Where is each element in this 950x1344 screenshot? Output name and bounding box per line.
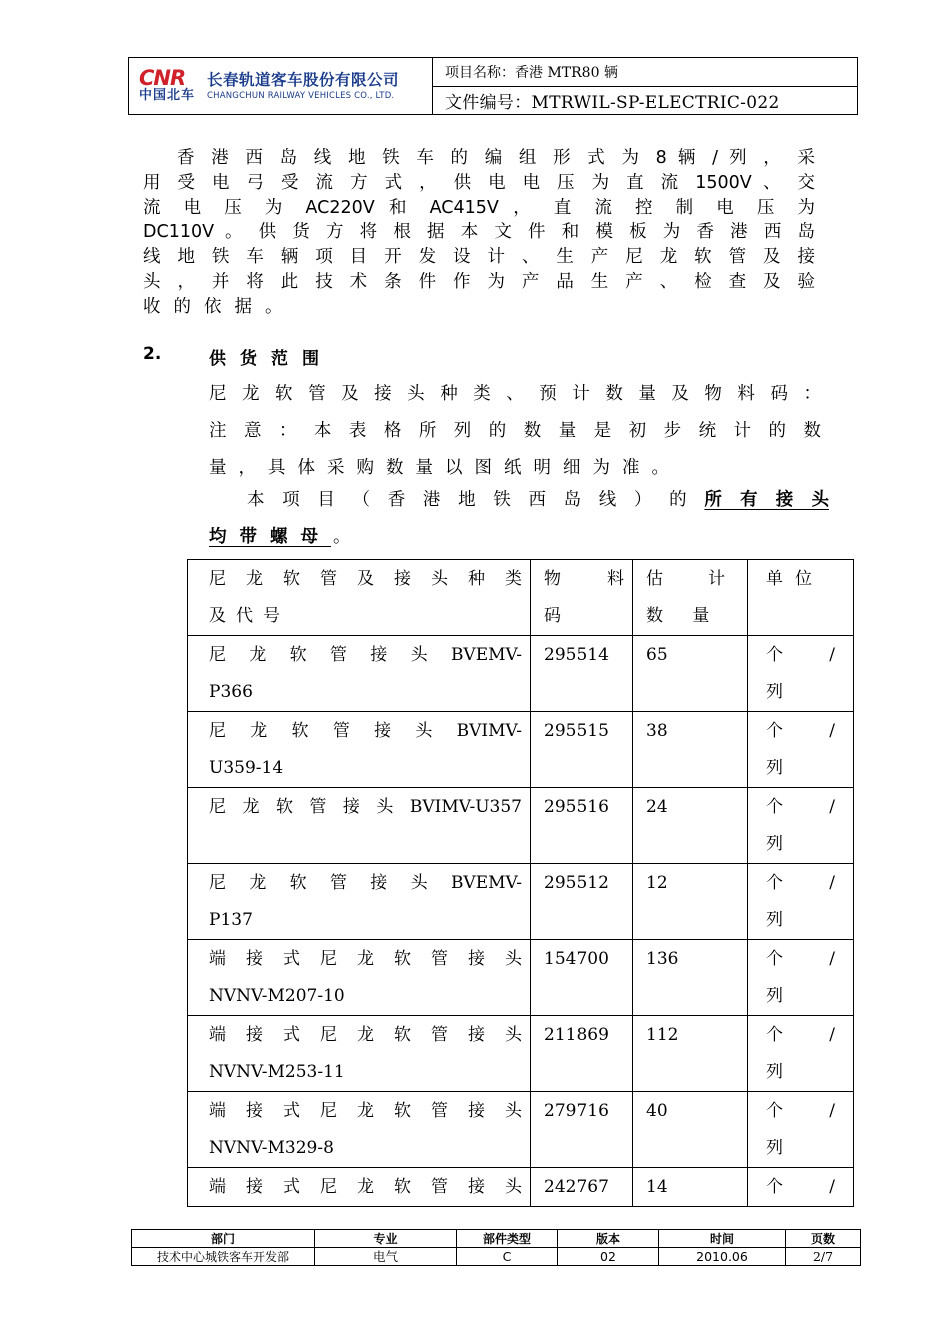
row-unit: 个 / bbox=[766, 797, 835, 817]
row-est-qty: 38 bbox=[646, 721, 668, 741]
document-header bbox=[128, 57, 858, 115]
intro-line: 头 ， 并 将 此 技 术 条 件 作 为 产 品 生 产 、 检 查 及 验 bbox=[143, 271, 815, 292]
project-name: 项目名称：香港 MTR80 辆 bbox=[445, 64, 618, 81]
row-item-name: 尼 龙 软 管 接 头 BVIMV-U357 bbox=[209, 797, 522, 817]
row-item-name: 端 接 式 尼 龙 软 管 接 头 bbox=[209, 949, 522, 969]
footer-pages: 2/7 bbox=[786, 1248, 861, 1266]
footer-header-row bbox=[132, 1230, 861, 1248]
row-unit: 个 / bbox=[766, 1101, 835, 1121]
row-unit-cont: 列 bbox=[766, 758, 783, 778]
header-material-code: 物 料 bbox=[544, 569, 624, 589]
intro-line: 线 地 铁 车 辆 项 目 开 发 设 计 、 生 产 尼 龙 软 管 及 接 bbox=[143, 247, 815, 268]
company-logo bbox=[129, 58, 433, 114]
row-unit-cont: 列 bbox=[766, 986, 783, 1006]
row-material-code: 211869 bbox=[544, 1025, 609, 1045]
table-row bbox=[188, 864, 854, 940]
row-unit-cont: 列 bbox=[766, 1062, 783, 1082]
nut-note-suffix: 。 bbox=[333, 527, 351, 547]
row-unit: 个 / bbox=[766, 949, 835, 969]
row-item-name-cont: NVNV-M207-10 bbox=[209, 986, 345, 1006]
document-footer bbox=[131, 1229, 861, 1266]
table-row bbox=[188, 636, 854, 712]
row-unit: 个 / bbox=[766, 645, 835, 665]
row-unit-cont: 列 bbox=[766, 910, 783, 930]
footer-header-discipline: 专业 bbox=[315, 1230, 457, 1248]
row-material-code: 295512 bbox=[544, 873, 609, 893]
intro-line: 香 港 西 岛 线 地 铁 车 的 编 组 形 式 为 8 辆 / 列 ， 采 bbox=[177, 148, 815, 168]
cnr-logo-text: CNR bbox=[139, 66, 186, 90]
intro-line: DC110V 。 供 货 方 将 根 据 本 文 件 和 模 板 为 香 港 西 岛 bbox=[143, 222, 815, 243]
scope-line: 注 意 ： 本 表 格 所 列 的 数 量 是 初 步 统 计 的 数 bbox=[209, 421, 821, 441]
footer-dept: 技术中心城铁客车开发部 bbox=[132, 1248, 315, 1266]
header-material-code-cont: 码 bbox=[544, 606, 561, 626]
row-unit-cont: 列 bbox=[766, 682, 783, 702]
row-material-code: 295516 bbox=[544, 797, 609, 817]
nut-note-prefix: 本 项 目 （ 香 港 地 铁 西 岛 线 ） 的 bbox=[247, 490, 705, 510]
company-name-cn: 长春轨道客车股份有限公司 bbox=[207, 71, 400, 89]
header-item-type: 尼 龙 软 管 及 接 头 种 类 bbox=[209, 569, 522, 589]
row-item-name: 端 接 式 尼 龙 软 管 接 头 bbox=[209, 1025, 522, 1045]
row-est-qty: 112 bbox=[646, 1025, 679, 1045]
nut-note-emphasis: 所 有 接 头 bbox=[704, 490, 829, 510]
row-item-name: 尼 龙 软 管 接 头 BVEMV- bbox=[209, 873, 522, 893]
row-item-name-cont: NVNV-M253-11 bbox=[209, 1062, 345, 1082]
row-unit: 个 / bbox=[766, 1025, 835, 1045]
footer-date: 2010.06 bbox=[659, 1248, 786, 1266]
row-unit: 个 / bbox=[766, 1177, 835, 1197]
header-est-qty: 估 计 bbox=[646, 569, 725, 589]
header-unit: 单位 bbox=[766, 569, 824, 589]
footer-version: 02 bbox=[558, 1248, 659, 1266]
header-est-qty-cont: 数 量 bbox=[646, 606, 722, 626]
row-unit: 个 / bbox=[766, 873, 835, 893]
scope-line: 尼 龙 软 管 及 接 头 种 类 、 预 计 数 量 及 物 料 码 ： bbox=[209, 384, 821, 404]
table-row bbox=[188, 940, 854, 1016]
row-material-code: 154700 bbox=[544, 949, 609, 969]
row-est-qty: 136 bbox=[646, 949, 679, 969]
intro-line: 收的依据。 bbox=[143, 296, 296, 317]
header-item-type-cont: 及代号 bbox=[209, 606, 290, 626]
row-material-code: 295514 bbox=[544, 645, 609, 665]
scope-paragraph bbox=[209, 376, 821, 487]
row-material-code: 242767 bbox=[544, 1177, 609, 1197]
row-item-name: 尼 龙 软 管 接 头 BVIMV- bbox=[209, 721, 522, 741]
document-number: 文件编号：MTRWIL-SP-ELECTRIC-022 bbox=[433, 86, 857, 115]
row-est-qty: 12 bbox=[646, 873, 668, 893]
footer-header-date: 时间 bbox=[659, 1230, 786, 1248]
scope-line: 量，具体采购数量以图纸明细为准。 bbox=[209, 458, 681, 478]
nut-note-emphasis-cont: 均带螺母 bbox=[209, 527, 331, 547]
row-unit-cont: 列 bbox=[766, 834, 783, 854]
row-est-qty: 40 bbox=[646, 1101, 668, 1121]
row-item-name-cont: P366 bbox=[209, 682, 253, 702]
footer-header-version: 版本 bbox=[558, 1230, 659, 1248]
row-unit: 个 / bbox=[766, 721, 835, 741]
table-row bbox=[188, 1092, 854, 1168]
section-title: 供货范围 bbox=[209, 349, 333, 369]
table-header-row bbox=[188, 560, 854, 636]
row-material-code: 279716 bbox=[544, 1101, 609, 1121]
footer-discipline: 电气 bbox=[315, 1248, 457, 1266]
footer-part-type: C bbox=[457, 1248, 558, 1266]
section-number: 2. bbox=[143, 344, 162, 364]
intro-line: 流 电 压 为 AC220V 和 AC415V ， 直 流 控 制 电 压 为 bbox=[143, 197, 815, 218]
row-est-qty: 14 bbox=[646, 1177, 668, 1197]
row-est-qty: 24 bbox=[646, 797, 668, 817]
table-row bbox=[188, 1016, 854, 1092]
row-item-name: 端 接 式 尼 龙 软 管 接 头 bbox=[209, 1101, 522, 1121]
intro-line: 用 受 电 弓 受 流 方 式 ， 供 电 电 压 为 直 流 1500V 、 交 bbox=[143, 172, 815, 193]
table-row bbox=[188, 712, 854, 788]
row-item-name-cont: P137 bbox=[209, 910, 253, 930]
supply-table bbox=[187, 559, 854, 1207]
table-row bbox=[188, 1168, 854, 1207]
footer-value-row bbox=[132, 1248, 861, 1266]
footer-header-part-type: 部件类型 bbox=[457, 1230, 558, 1248]
row-item-name: 端 接 式 尼 龙 软 管 接 头 bbox=[209, 1177, 522, 1197]
footer-header-pages: 页数 bbox=[786, 1230, 861, 1248]
footer-header-dept: 部门 bbox=[132, 1230, 315, 1248]
row-material-code: 295515 bbox=[544, 721, 609, 741]
cnr-logo-cn-text: 中国北车 bbox=[139, 88, 196, 103]
company-name-en: CHANGCHUN RAILWAY VEHICLES CO., LTD. bbox=[207, 91, 395, 101]
intro-paragraph bbox=[143, 146, 815, 320]
row-unit-cont: 列 bbox=[766, 1138, 783, 1158]
cnr-logo-mark bbox=[139, 67, 201, 105]
row-item-name-cont: U359-14 bbox=[209, 758, 284, 778]
nut-note bbox=[209, 482, 829, 556]
table-row bbox=[188, 788, 854, 864]
row-est-qty: 65 bbox=[646, 645, 668, 665]
row-item-name: 尼 龙 软 管 接 头 BVEMV- bbox=[209, 645, 522, 665]
row-item-name-cont: NVNV-M329-8 bbox=[209, 1138, 334, 1158]
